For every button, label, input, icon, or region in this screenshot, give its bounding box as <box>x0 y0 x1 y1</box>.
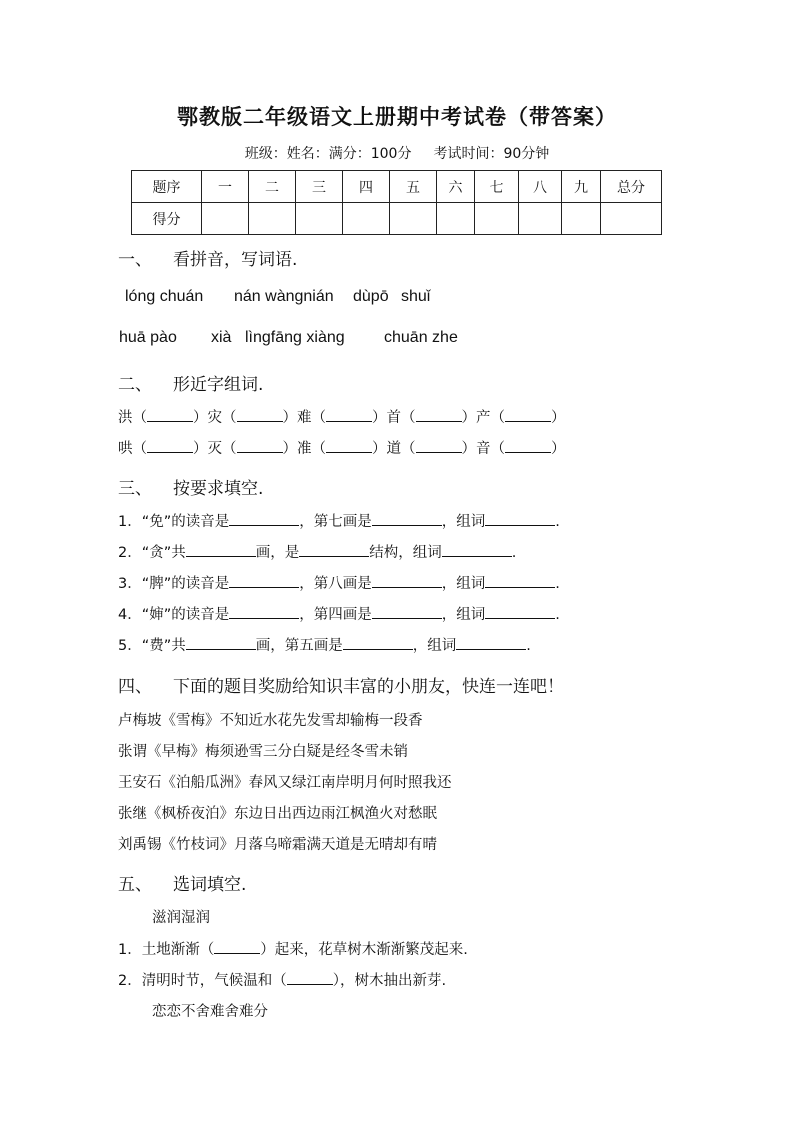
score-row-label: 得分 <box>132 203 202 235</box>
score-table-header-cell: 二 <box>249 171 296 203</box>
close-paren: ） <box>461 441 476 457</box>
exam-time-label: 考试时间：90分钟 <box>433 146 550 162</box>
pinyin-item: shuǐ <box>401 288 431 305</box>
score-input-cell[interactable] <box>390 203 437 235</box>
item-text: . <box>526 638 531 654</box>
poem-match-line[interactable]: 王安石《泊船瓜洲》春风又绿江南岸明月何时照我还 <box>118 775 452 791</box>
answer-blank[interactable] <box>505 440 551 453</box>
score-input-cell[interactable] <box>343 203 390 235</box>
section-5-heading <box>118 870 246 895</box>
char: 哄 <box>118 441 133 457</box>
char: 道 <box>386 441 401 457</box>
answer-blank[interactable] <box>485 511 555 526</box>
page-title: 鄂教版二年级语文上册期中考试卷（带答案） <box>177 104 617 129</box>
score-table-score-row <box>132 203 662 235</box>
score-table <box>131 170 662 235</box>
score-input-cell[interactable] <box>437 203 475 235</box>
item-text: . <box>555 514 560 530</box>
item-text: 画，第五画是 <box>255 638 343 654</box>
close-paren: ） <box>282 410 297 426</box>
score-table-header-cell: 七 <box>475 171 519 203</box>
open-paren: （ <box>311 410 326 426</box>
char: 灭 <box>207 441 222 457</box>
item-number: 2． <box>118 545 142 561</box>
score-input-cell[interactable] <box>202 203 249 235</box>
pinyin-item: nán wàngnián <box>234 288 334 305</box>
answer-blank[interactable] <box>186 542 256 557</box>
close-paren: ） <box>551 441 566 457</box>
fill-item-4 <box>118 603 560 624</box>
open-paren: （ <box>401 410 416 426</box>
poem-match-line[interactable]: 卢梅坡《雪梅》不知近水花先发雪却输梅一段香 <box>118 713 423 729</box>
pinyin-item: chuān zhe <box>384 329 458 346</box>
open-paren: （ <box>222 441 237 457</box>
item-text: 结构，组词 <box>369 545 442 561</box>
score-table-header-cell: 三 <box>296 171 343 203</box>
pinyin-item: huā pào <box>119 329 177 346</box>
item-text: ，组词 <box>441 576 486 592</box>
pinyin-item: dùpō <box>353 288 389 305</box>
item-text: 清明时节，气候温和（ <box>141 973 287 989</box>
fill-item-1 <box>118 510 560 531</box>
section-title: 看拼音，写词语. <box>173 250 298 270</box>
item-text: ，组词 <box>441 514 486 530</box>
item-text: “费”共 <box>141 638 186 654</box>
answer-blank[interactable] <box>229 511 299 526</box>
close-paren: ） <box>461 410 476 426</box>
item-text: ，组词 <box>441 607 486 623</box>
close-paren: ） <box>282 441 297 457</box>
answer-blank[interactable] <box>287 972 333 985</box>
close-paren: ） <box>372 410 387 426</box>
score-input-cell[interactable] <box>475 203 519 235</box>
open-paren: （ <box>132 410 147 426</box>
item-text: 土地渐渐（ <box>141 942 215 958</box>
char: 产 <box>476 410 491 426</box>
score-table-header-cell: 四 <box>343 171 390 203</box>
answer-blank[interactable] <box>214 941 260 954</box>
section-title: 选词填空. <box>173 875 247 895</box>
item-number: 2． <box>118 973 142 989</box>
score-input-cell[interactable] <box>249 203 296 235</box>
pinyin-row-1 <box>125 288 430 306</box>
item-text: “脾”的读音是 <box>141 576 230 592</box>
section-1-heading <box>118 245 297 270</box>
item-number: 1． <box>118 514 142 530</box>
score-table-header-row <box>132 171 662 203</box>
answer-blank[interactable] <box>372 511 442 526</box>
score-table-header-cell: 八 <box>519 171 562 203</box>
char: 首 <box>386 410 401 426</box>
answer-blank[interactable] <box>237 440 283 453</box>
poem-match-line[interactable]: 张继《枫桥夜泊》东边日出西边雨江枫渔火对愁眠 <box>118 806 437 822</box>
answer-blank[interactable] <box>237 409 283 422</box>
item-number: 5． <box>118 638 142 654</box>
char: 洪 <box>118 410 133 426</box>
section-3-heading <box>118 474 263 499</box>
section-number: 四、 <box>118 677 152 697</box>
answer-blank[interactable] <box>372 573 442 588</box>
answer-blank[interactable] <box>505 409 551 422</box>
open-paren: （ <box>222 410 237 426</box>
answer-blank[interactable] <box>147 440 193 453</box>
score-table-header-cell: 总分 <box>601 171 662 203</box>
choose-word-item-2 <box>118 969 446 990</box>
fill-item-3 <box>118 572 560 593</box>
section-number: 三、 <box>118 479 152 499</box>
open-paren: （ <box>401 441 416 457</box>
pinyin-item: lìngfāng xiàng <box>245 329 345 346</box>
item-text: ），树木抽出新芽. <box>332 973 447 989</box>
score-table-header-cell: 题序 <box>132 171 202 203</box>
close-paren: ） <box>551 410 566 426</box>
score-table-header-cell: 一 <box>202 171 249 203</box>
item-text: . <box>555 607 560 623</box>
answer-blank[interactable] <box>229 604 299 619</box>
score-table-header-cell: 五 <box>390 171 437 203</box>
section-number: 二、 <box>118 375 152 395</box>
poem-match-line[interactable]: 张谓《早梅》梅须逊雪三分白疑是经冬雪未销 <box>118 744 408 760</box>
answer-blank[interactable] <box>326 440 372 453</box>
answer-blank[interactable] <box>442 542 512 557</box>
score-table-header-cell: 九 <box>562 171 601 203</box>
pinyin-row-2 <box>119 329 458 347</box>
open-paren: （ <box>311 441 326 457</box>
answer-blank[interactable] <box>372 604 442 619</box>
char: 准 <box>297 441 312 457</box>
similar-char-row-2 <box>118 437 566 458</box>
class-name-score-label: 班级：姓名：满分：100分 <box>244 146 412 162</box>
section-title: 下面的题目奖励给知识丰富的小朋友，快连一连吧！ <box>173 677 564 697</box>
answer-blank[interactable] <box>485 573 555 588</box>
score-input-cell[interactable] <box>562 203 601 235</box>
item-text: ，第八画是 <box>299 576 372 592</box>
section-title: 按要求填空. <box>173 479 264 499</box>
item-text: 画，是 <box>255 545 300 561</box>
score-input-cell[interactable] <box>296 203 343 235</box>
item-number: 3． <box>118 576 142 592</box>
score-input-cell[interactable] <box>601 203 662 235</box>
answer-blank[interactable] <box>229 573 299 588</box>
section-title: 形近字组词. <box>173 375 264 395</box>
item-text: “贪”共 <box>141 545 186 561</box>
open-paren: （ <box>490 441 505 457</box>
answer-blank[interactable] <box>186 635 256 650</box>
fill-item-2 <box>118 541 516 562</box>
similar-char-row-1 <box>118 406 566 427</box>
item-text: . <box>555 576 560 592</box>
answer-blank[interactable] <box>485 604 555 619</box>
section-number: 五、 <box>118 875 152 895</box>
section-4-heading <box>118 672 564 697</box>
answer-blank[interactable] <box>456 635 526 650</box>
item-text: ，第四画是 <box>299 607 372 623</box>
close-paren: ） <box>193 441 208 457</box>
pinyin-item: xià <box>211 329 232 346</box>
word-choices-1: 滋润湿润 <box>152 910 210 926</box>
item-number: 4． <box>118 607 142 623</box>
choose-word-item-1 <box>118 938 468 959</box>
answer-blank[interactable] <box>326 409 372 422</box>
word-choices-2: 恋恋不舍难舍难分 <box>152 1004 268 1020</box>
pinyin-item: lóng chuán <box>125 288 204 305</box>
item-number: 1． <box>118 942 142 958</box>
item-text: “婶”的读音是 <box>141 607 230 623</box>
score-table-header-cell: 六 <box>437 171 475 203</box>
score-input-cell[interactable] <box>519 203 562 235</box>
open-paren: （ <box>490 410 505 426</box>
char: 难 <box>297 410 312 426</box>
exam-info-line <box>0 143 794 163</box>
item-text: . <box>511 545 517 561</box>
close-paren: ） <box>372 441 387 457</box>
item-text: ，组词 <box>412 638 457 654</box>
fill-item-5 <box>118 634 531 655</box>
item-text: ，第七画是 <box>299 514 372 530</box>
section-2-heading <box>118 370 263 395</box>
answer-blank[interactable] <box>147 409 193 422</box>
item-text: “免”的读音是 <box>141 514 230 530</box>
item-text: ）起来，花草树木渐渐繁茂起来. <box>260 942 468 958</box>
poem-match-line[interactable]: 刘禹锡《竹枝词》月落乌啼霜满天道是无晴却有晴 <box>118 837 437 853</box>
answer-blank[interactable] <box>416 440 462 453</box>
close-paren: ） <box>193 410 208 426</box>
answer-blank[interactable] <box>416 409 462 422</box>
answer-blank[interactable] <box>299 542 369 557</box>
answer-blank[interactable] <box>343 635 413 650</box>
section-number: 一、 <box>118 250 152 270</box>
char: 灾 <box>207 410 222 426</box>
char: 音 <box>476 441 491 457</box>
open-paren: （ <box>132 441 147 457</box>
